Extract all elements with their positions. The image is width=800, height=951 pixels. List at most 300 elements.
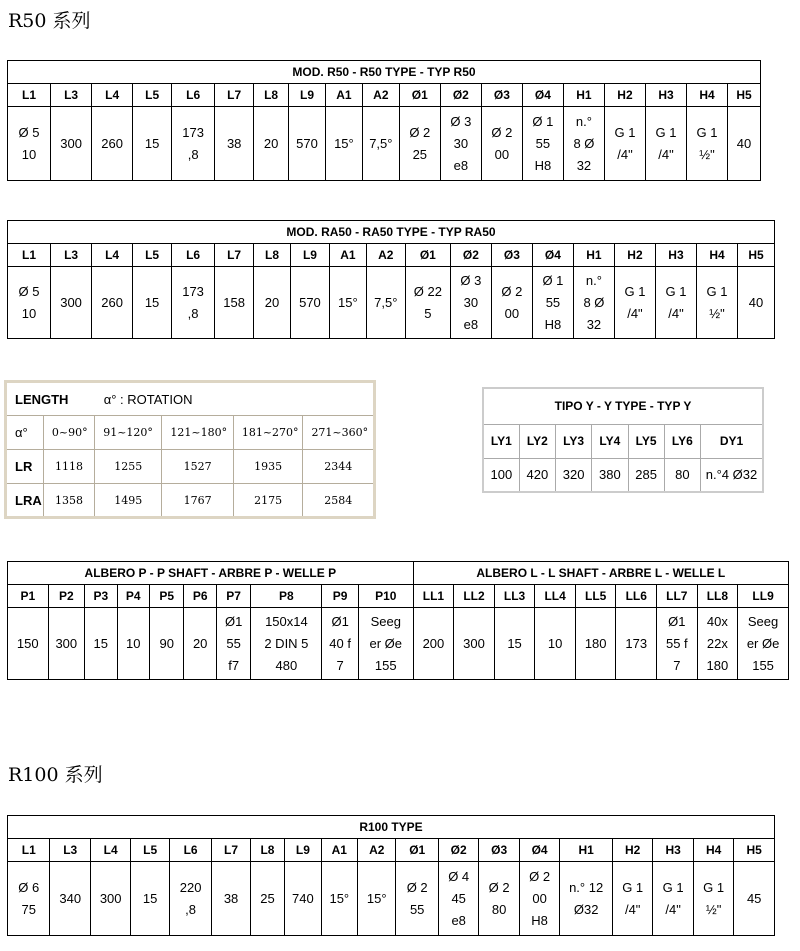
value-cell: [325, 107, 362, 181]
value-line: 2 DIN 5: [264, 635, 309, 651]
r50-series-title: R50 系列: [8, 10, 91, 32]
value-cell: [92, 267, 133, 339]
value-cell: [362, 107, 399, 181]
value-line: 200: [422, 635, 445, 651]
alpha-label: α°: [6, 416, 44, 450]
row-label: LRA: [6, 484, 44, 518]
p-shaft-caption: ALBERO P - P SHAFT - ARBRE P - WELLE P: [8, 562, 414, 585]
tipo-value: 100: [483, 458, 519, 492]
value-line: Ø32: [573, 901, 599, 917]
tipo-value: 285: [628, 458, 664, 492]
value-line: 300: [463, 635, 485, 651]
value-line: 20: [192, 635, 208, 651]
value-line: G 1: [614, 124, 636, 140]
value-cell: [645, 107, 686, 181]
value-cell: [655, 267, 696, 339]
value-line: 220: [179, 879, 202, 895]
col-header: P10: [358, 585, 413, 608]
col-header: L7: [212, 839, 250, 862]
value-line: 80: [491, 901, 507, 917]
tipo-header: LY6: [664, 424, 700, 458]
value-cell: [440, 107, 481, 181]
value-line: H8: [544, 316, 562, 332]
col-header: A1: [325, 84, 362, 107]
col-header: L1: [8, 839, 50, 862]
value-line: G 1: [696, 124, 718, 140]
value-line: 15: [507, 635, 522, 651]
value-line: ,8: [187, 305, 199, 321]
value-cell: [366, 267, 405, 339]
value-cell: [450, 267, 491, 339]
value-line: 10: [21, 305, 37, 321]
value-cell: [614, 267, 655, 339]
rotation-range: 271~360°: [303, 416, 375, 450]
col-header: L6: [172, 84, 215, 107]
col-header: H3: [653, 839, 693, 862]
value-cell: [8, 267, 51, 339]
value-line: Ø 5: [18, 283, 40, 299]
value-line: 300: [55, 635, 78, 651]
value-line: 22x: [706, 635, 728, 651]
value-cell: [438, 862, 478, 936]
col-header: L4: [92, 244, 133, 267]
col-header: P1: [8, 585, 49, 608]
value-line: 10: [126, 635, 141, 651]
length-title: LENGTH: [15, 391, 69, 407]
rotation-range: 0~90°: [43, 416, 94, 450]
value-line: /4": [658, 146, 674, 162]
length-value: 2344: [303, 450, 375, 484]
value-line: Ø 2: [529, 868, 551, 884]
value-line: 20: [264, 294, 280, 310]
value-line: 40 f: [329, 635, 351, 651]
r50-header-row: [8, 84, 761, 107]
value-line: 25: [412, 146, 428, 162]
value-line: 7: [673, 657, 681, 673]
value-line: G 1: [662, 879, 684, 895]
value-cell: [92, 107, 133, 181]
value-cell: [133, 107, 172, 181]
value-line: ½": [699, 146, 715, 162]
value-cell: [519, 862, 559, 936]
ra50-spec-table: [7, 220, 775, 339]
value-line: Seeg: [747, 613, 779, 629]
r100-value-row: [8, 862, 775, 936]
value-line: 32: [586, 316, 602, 332]
value-line: 40: [736, 135, 752, 151]
value-line: 570: [299, 294, 321, 310]
col-header: L8: [254, 84, 289, 107]
col-header: L9: [289, 84, 326, 107]
value-line: 55: [409, 901, 425, 917]
value-line: 32: [576, 157, 592, 173]
tipo-value: 80: [664, 458, 700, 492]
tipo-value: 320: [556, 458, 592, 492]
value-line: Seeg: [370, 613, 401, 629]
value-line: 00: [504, 305, 520, 321]
ra50-caption: MOD. RA50 - RA50 TYPE - TYP RA50: [8, 221, 775, 244]
value-line: /4": [627, 305, 643, 321]
value-line: 173: [182, 124, 204, 140]
value-cell: [172, 267, 215, 339]
value-cell: [358, 862, 396, 936]
value-line: e8: [463, 316, 479, 332]
col-header: P5: [149, 585, 183, 608]
value-cell: [616, 608, 657, 680]
value-line: Ø 2: [409, 124, 431, 140]
value-cell: [657, 608, 698, 680]
value-line: 38: [226, 135, 242, 151]
value-line: Ø 4: [448, 868, 470, 884]
value-cell: [289, 107, 326, 181]
value-cell: [251, 608, 322, 680]
value-line: f7: [228, 657, 240, 673]
rotation-range: 121~180°: [162, 416, 233, 450]
r50-value-row: [8, 107, 761, 181]
tipo-y-header-row: [483, 424, 763, 458]
value-cell: [172, 107, 215, 181]
value-line: 740: [292, 890, 314, 906]
col-header: LL4: [535, 585, 576, 608]
value-line: 8 Ø: [583, 294, 605, 310]
value-cell: [563, 107, 604, 181]
value-line: /4": [668, 305, 684, 321]
ra50-header-row: [8, 244, 775, 267]
value-line: ½": [709, 305, 725, 321]
value-line: 55 f: [665, 635, 688, 651]
value-cell: [48, 608, 85, 680]
col-header: L3: [50, 839, 90, 862]
value-line: 15°: [338, 294, 358, 310]
col-header: Ø2: [440, 84, 481, 107]
value-cell: [535, 608, 576, 680]
col-header: P3: [85, 585, 117, 608]
value-cell: [290, 267, 329, 339]
value-line: 5: [424, 305, 432, 321]
shaft-value-row: [8, 608, 789, 680]
tipo-y-caption: TIPO Y - Y TYPE - TYP Y: [483, 388, 763, 424]
value-line: e8: [453, 157, 469, 173]
length-value: 2175: [233, 484, 303, 518]
col-header: L8: [254, 244, 291, 267]
col-header: Ø3: [481, 84, 522, 107]
col-header: LL3: [494, 585, 535, 608]
col-header: L3: [51, 84, 92, 107]
row-label: LR: [6, 450, 44, 484]
value-line: 55: [535, 135, 551, 151]
value-cell: [696, 267, 737, 339]
value-line: Ø1: [224, 613, 243, 629]
value-line: 155: [752, 657, 774, 673]
col-header: A1: [329, 244, 366, 267]
col-header: Ø3: [491, 244, 532, 267]
ra50-value-row: [8, 267, 775, 339]
value-line: n.° 12: [569, 879, 604, 895]
value-cell: [573, 267, 614, 339]
value-line: 7: [336, 657, 344, 673]
value-cell: [479, 862, 519, 936]
tipo-header: LY1: [483, 424, 519, 458]
r100-header-row: [8, 839, 775, 862]
value-line: 55: [545, 294, 561, 310]
value-line: Ø 5: [18, 124, 40, 140]
value-line: 10: [21, 146, 37, 162]
value-line: 40: [748, 294, 764, 310]
tipo-header: LY3: [556, 424, 592, 458]
value-cell: [734, 862, 775, 936]
value-cell: [491, 267, 532, 339]
value-line: 570: [296, 135, 318, 151]
value-cell: [604, 107, 645, 181]
value-line: 15: [142, 890, 158, 906]
value-line: Ø 1: [542, 272, 564, 288]
value-line: 75: [21, 901, 36, 917]
r50-caption: MOD. R50 - R50 TYPE - TYP R50: [8, 61, 761, 84]
value-line: 15°: [329, 890, 350, 906]
tipo-value: 380: [592, 458, 628, 492]
rotation-range: 91~120°: [95, 416, 162, 450]
value-line: G 1: [706, 283, 728, 299]
lra-row: [6, 484, 375, 518]
col-header: L4: [90, 839, 130, 862]
value-line: 55: [226, 635, 241, 651]
tipo-value: 420: [519, 458, 555, 492]
value-line: ,8: [185, 901, 197, 917]
value-cell: [215, 267, 254, 339]
value-cell: [8, 107, 51, 181]
value-line: 260: [101, 294, 123, 310]
tipo-y-value-row: [483, 458, 763, 492]
length-value: 1935: [233, 450, 303, 484]
value-cell: [560, 862, 613, 936]
value-line: 150: [16, 635, 39, 651]
value-cell: [693, 862, 733, 936]
value-line: er Øe: [746, 635, 780, 651]
value-line: 00: [494, 146, 510, 162]
value-cell: [532, 267, 573, 339]
length-value: 1495: [95, 484, 162, 518]
value-line: G 1: [624, 283, 646, 299]
col-header: H5: [734, 839, 775, 862]
value-cell: [117, 608, 149, 680]
value-line: 173: [625, 635, 648, 651]
value-cell: [653, 862, 693, 936]
col-header: LL2: [454, 585, 495, 608]
value-line: ½": [705, 901, 722, 917]
value-cell: [51, 267, 92, 339]
col-header: P2: [48, 585, 85, 608]
col-header: Ø4: [519, 839, 559, 862]
value-line: 300: [60, 135, 82, 151]
shaft-header-row: [8, 585, 789, 608]
value-line: 45: [746, 890, 762, 906]
value-cell: [454, 608, 495, 680]
col-header: A2: [366, 244, 405, 267]
value-line: 150x14: [265, 613, 308, 629]
col-header: L8: [250, 839, 284, 862]
value-line: 45: [451, 890, 466, 906]
value-cell: [131, 862, 169, 936]
value-cell: [216, 608, 250, 680]
col-header: H5: [728, 84, 761, 107]
col-header: LL8: [697, 585, 738, 608]
value-cell: [358, 608, 413, 680]
value-cell: [8, 862, 50, 936]
value-line: 40x: [706, 613, 728, 629]
value-line: 173: [182, 283, 204, 299]
value-line: Ø 3: [460, 272, 482, 288]
col-header: H2: [614, 244, 655, 267]
value-cell: [149, 608, 183, 680]
col-header: H4: [693, 839, 733, 862]
value-line: G 1: [665, 283, 687, 299]
value-line: 00: [532, 890, 547, 906]
col-header: L7: [215, 244, 254, 267]
col-header: L6: [169, 839, 211, 862]
col-header: L9: [290, 244, 329, 267]
value-cell: [728, 107, 761, 181]
value-line: Ø 2: [491, 124, 513, 140]
value-cell: [254, 267, 291, 339]
value-line: 8 Ø: [573, 135, 595, 151]
value-cell: [8, 608, 49, 680]
col-header: LL5: [575, 585, 616, 608]
value-cell: [697, 608, 738, 680]
col-header: L3: [51, 244, 92, 267]
shaft-table: [7, 561, 789, 680]
value-line: e8: [451, 912, 466, 928]
col-header: L5: [131, 839, 169, 862]
tipo-value: n.°4 Ø32: [701, 458, 764, 492]
value-line: 20: [263, 135, 279, 151]
value-line: 155: [374, 657, 397, 673]
value-line: 300: [60, 294, 82, 310]
length-value: 1255: [95, 450, 162, 484]
lr-row: [6, 450, 375, 484]
length-value: 1527: [162, 450, 233, 484]
value-cell: [169, 862, 211, 936]
value-line: Ø 2: [501, 283, 523, 299]
r100-series-title: R100 系列: [8, 764, 103, 786]
value-line: G 1: [655, 124, 677, 140]
l-shaft-caption: ALBERO L - L SHAFT - ARBRE L - WELLE L: [413, 562, 788, 585]
value-cell: [215, 107, 254, 181]
value-cell: [413, 608, 454, 680]
value-line: Ø1: [331, 613, 349, 629]
col-header: A2: [358, 839, 396, 862]
rotation-label: α° : ROTATION: [103, 391, 193, 407]
value-cell: [133, 267, 172, 339]
col-header: Ø4: [522, 84, 563, 107]
col-header: H2: [612, 839, 652, 862]
rotation-range: 181~270°: [233, 416, 303, 450]
value-cell: [329, 267, 366, 339]
length-title-cell: [6, 382, 375, 416]
col-header: L5: [133, 84, 172, 107]
value-cell: [575, 608, 616, 680]
value-line: 15: [144, 294, 160, 310]
tipo-header: LY4: [592, 424, 628, 458]
value-line: 15: [93, 635, 109, 651]
value-line: 25: [260, 890, 275, 906]
col-header: H5: [738, 244, 775, 267]
value-line: 180: [584, 635, 607, 651]
col-header: Ø3: [479, 839, 519, 862]
value-line: 15°: [334, 135, 354, 151]
value-line: Ø 2: [406, 879, 428, 895]
value-cell: [405, 267, 450, 339]
value-line: n.°: [575, 113, 592, 129]
col-header: H4: [687, 84, 728, 107]
value-cell: [687, 107, 728, 181]
value-line: H8: [531, 912, 548, 928]
tipo-y-table: [482, 387, 764, 493]
r100-spec-table: [7, 815, 775, 936]
col-header: H3: [645, 84, 686, 107]
value-cell: [396, 862, 438, 936]
value-line: 30: [463, 294, 479, 310]
value-line: G 1: [703, 879, 725, 895]
col-header: Ø4: [532, 244, 573, 267]
value-cell: [184, 608, 216, 680]
value-cell: [738, 608, 789, 680]
col-header: H1: [560, 839, 613, 862]
col-header: P9: [322, 585, 359, 608]
col-header: Ø1: [396, 839, 438, 862]
r50-spec-table: [7, 60, 761, 181]
value-line: Ø 2: [488, 879, 510, 895]
col-header: L9: [285, 839, 321, 862]
value-line: Ø1: [668, 613, 686, 629]
col-header: L1: [8, 244, 51, 267]
col-header: L7: [215, 84, 254, 107]
value-line: n.°: [585, 272, 602, 288]
value-cell: [250, 862, 284, 936]
value-cell: [612, 862, 652, 936]
value-line: 300: [99, 890, 122, 906]
col-header: Ø2: [438, 839, 478, 862]
value-line: 158: [223, 294, 245, 310]
value-cell: [285, 862, 321, 936]
value-cell: [399, 107, 440, 181]
col-header: LL1: [413, 585, 454, 608]
value-cell: [254, 107, 289, 181]
value-line: 10: [547, 635, 563, 651]
col-header: H4: [696, 244, 737, 267]
col-header: LL7: [657, 585, 698, 608]
value-line: H8: [534, 157, 552, 173]
value-cell: [50, 862, 90, 936]
col-header: H1: [563, 84, 604, 107]
col-header: A1: [321, 839, 357, 862]
col-header: L4: [92, 84, 133, 107]
value-line: /4": [624, 901, 641, 917]
value-line: 7,5°: [374, 294, 398, 310]
value-line: ,8: [187, 146, 199, 162]
value-line: /4": [665, 901, 681, 917]
value-line: Ø 3: [450, 113, 472, 129]
r100-caption: R100 TYPE: [8, 816, 775, 839]
value-line: 90: [159, 635, 174, 651]
value-cell: [90, 862, 130, 936]
value-line: 340: [59, 890, 82, 906]
col-header: Ø2: [450, 244, 491, 267]
length-value: 2584: [303, 484, 375, 518]
tipo-header: LY2: [519, 424, 555, 458]
value-cell: [522, 107, 563, 181]
value-cell: [481, 107, 522, 181]
value-line: 15: [144, 135, 160, 151]
